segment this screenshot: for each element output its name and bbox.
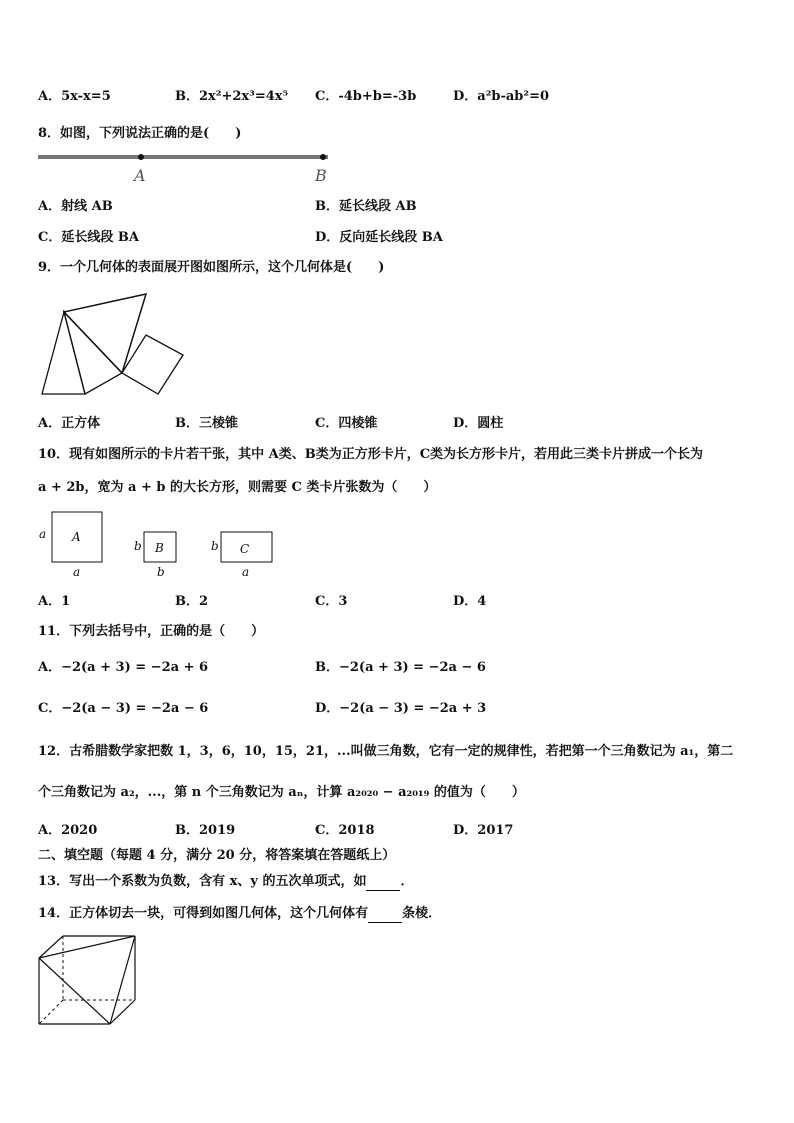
q8-stem: 8．如图，下列说法正确的是( ) (38, 126, 242, 141)
q8-label-b: B (315, 166, 327, 185)
q9-triangle-1 (42, 312, 85, 394)
q9-option-a: A．正方体 (38, 416, 101, 431)
q8-label-a: A (134, 166, 146, 185)
q7-option-b: B．2x²+2x³=4x⁵ (175, 89, 289, 104)
q13-stem-text: 13．写出一个系数为负数，含有 x、y 的五次单项式，如 (38, 874, 367, 889)
q13-answer-blank (366, 878, 400, 891)
q8-option-c: C．延长线段 BA (38, 230, 139, 245)
q7-option-d: D．a²b-ab²=0 (453, 89, 550, 104)
q13-stem (38, 873, 413, 891)
q10-card-a-name: A (72, 530, 81, 544)
q9-stem: 9．一个几何体的表面展开图如图所示，这个几何体是( ) (38, 260, 385, 275)
q11-option-c: C．−2(a − 3) = −2a − 6 (38, 701, 209, 716)
q9-option-d: D．圆柱 (453, 416, 504, 431)
q10-card-c-side: b (211, 539, 219, 553)
q10-stem-line1: 10．现有如图所示的卡片若干张，其中 A类、B类为正方形卡片，C类为长方形卡片，若用此三类卡片拼成一个长为 (38, 447, 704, 462)
q7-option-a: A．5x-x=5 (38, 89, 111, 104)
q13-stem-end: ． (400, 874, 414, 889)
q8-option-a: A．射线 AB (38, 199, 113, 214)
q14-stem (38, 905, 441, 923)
q8-option-b: B．延长线段 AB (315, 199, 417, 214)
q11-option-a: A．−2(a + 3) = −2a + 6 (38, 660, 209, 675)
section-2-heading: 二、填空题（每题 4 分，满分 20 分，将答案填在答题纸上） (38, 848, 396, 863)
q9-net-figure (38, 290, 188, 400)
q14-stem-end: 条棱． (402, 906, 442, 921)
q9-triangle-2 (64, 312, 122, 394)
q11-stem: 11．下列去括号中，正确的是（ ） (38, 624, 265, 639)
q12-option-c: C．2018 (315, 823, 375, 838)
q10-card-c-bottom: a (242, 565, 250, 579)
q14-cut-edge (110, 936, 135, 1024)
q12-option-d: D．2017 (453, 823, 514, 838)
q11-option-b: B．−2(a + 3) = −2a − 6 (315, 660, 486, 675)
q10-card-b-side: b (134, 539, 142, 553)
q9-option-b: B．三棱锥 (175, 416, 238, 431)
q10-card-a-bottom: a (73, 565, 81, 579)
q9-option-c: C．四棱锥 (315, 416, 378, 431)
q14-solid-figure (36, 934, 141, 1028)
q10-option-c: C．3 (315, 594, 348, 609)
q12-option-a: A．2020 (38, 823, 98, 838)
q8-point-a (138, 154, 144, 160)
q10-option-a: A．1 (38, 594, 71, 609)
q12-stem-line2: 个三角数记为 a₂，...，第 n 个三角数记为 aₙ，计算 a₂₀₂₀ − a₂₀₁₉ 的值为（ ） (38, 785, 525, 800)
q8-option-d: D．反向延长线段 BA (315, 230, 443, 245)
q10-cards-figure (36, 508, 281, 583)
q14-hidden-edge (39, 1000, 63, 1024)
q14-stem-text: 14．正方体切去一块，可得到如图几何体，这个几何体有 (38, 906, 369, 921)
q10-card-b-name: B (155, 541, 164, 555)
q7-option-c: C．-4b+b=-3b (315, 89, 417, 104)
q14-answer-blank (368, 910, 402, 923)
q12-stem-line1: 12．古希腊数学家把数 1，3，6，10，15，21，...叫做三角数，它有一定的规律性，若把第一个三角数记为 a₁，第二 (38, 744, 734, 759)
q8-line-figure (38, 150, 333, 186)
q8-point-b (320, 154, 326, 160)
q10-card-b-bottom: b (157, 565, 165, 579)
q14-cut-edge (39, 958, 110, 1024)
q10-stem-line2: a + 2b，宽为 a + b 的大长方形，则需要 C 类卡片张数为（ ） (38, 480, 437, 495)
q10-option-b: B．2 (175, 594, 209, 609)
q11-option-d: D．−2(a − 3) = −2a + 3 (315, 701, 487, 716)
q14-cut-edge (39, 936, 135, 958)
q12-option-b: B．2019 (175, 823, 236, 838)
q10-option-d: D．4 (453, 594, 487, 609)
q10-card-c-name: C (240, 542, 250, 556)
q10-card-a-side: a (39, 527, 47, 541)
